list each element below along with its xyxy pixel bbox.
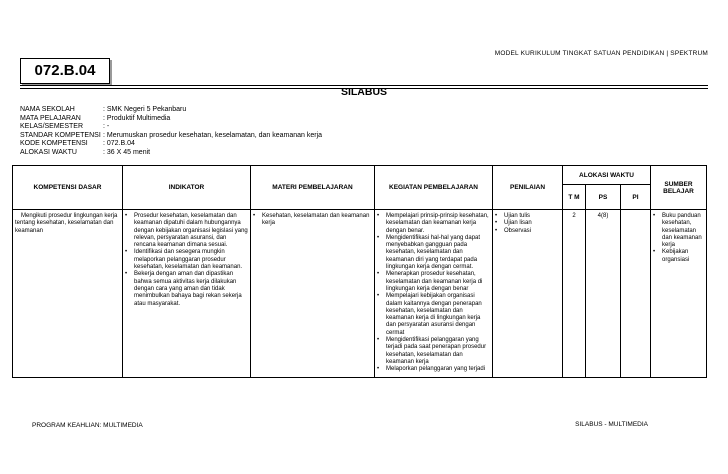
document-header-caption: MODEL KURIKULUM TINGKAT SATUAN PENDIDIKAN | SPEKTRUM xyxy=(494,50,708,57)
list-item: • Ujian tulis xyxy=(495,213,560,220)
footer-program: PROGRAM KEAHLIAN: MULTIMEDIA xyxy=(32,422,143,429)
header-materi: MATERI PEMBELAJARAN xyxy=(251,166,375,210)
list-item: • Observasi xyxy=(495,228,560,235)
info-row xyxy=(20,115,322,124)
list-item: • Prosedur kesehatan, keselamatan dan keamanan dipatuhi dalam hubungannya dengan kebijakan organisasi legislasi yang relevan, persyaratan asuransi, dan rencana keamanan dimana sesuai. xyxy=(125,213,248,249)
info-label: MATA PELAJARAN xyxy=(20,114,81,122)
syllabus-table xyxy=(12,165,707,378)
info-label: KODE KOMPETENSI xyxy=(20,140,88,147)
footer-document-name: SILABUS - MULTIMEDIA xyxy=(575,421,648,428)
info-row xyxy=(20,106,322,115)
info-value: : SMK Negeri 5 Pekanbaru xyxy=(103,106,187,113)
info-row xyxy=(20,149,322,158)
cell-penilaian xyxy=(493,210,563,378)
list-item: • Ujian lisan xyxy=(495,220,560,227)
info-value: : Produktif Multimedia xyxy=(103,114,171,122)
info-row xyxy=(20,132,322,141)
list-item: • Melaporkan pelanggaran yang terjadi xyxy=(377,366,490,373)
info-label: ALOKASI WAKTU xyxy=(20,148,77,156)
info-value: : 36 X 45 menit xyxy=(103,148,151,156)
header-indikator: INDIKATOR xyxy=(123,166,251,210)
identity-block xyxy=(20,106,322,157)
list-item: • Mempelajari prinsip-prinsip kesehatan, keselamatan dan keamanan kerja dengan benar. xyxy=(377,213,490,235)
cell-kompetensi-dasar: Mengikuti prosedur lingkungan kerja tentang kesehatan, keselamatan dan keamanan xyxy=(13,210,123,378)
list-item: • Mengidentifikasi pelanggaran yang terjadi pada saat penerapan prosedur kesehatan, keselamatan dan keamanan kerja xyxy=(377,337,490,366)
list-item: • Mempelajari kebijakan organisasi dalam kaitannya dengan penerapan kesehatan, keselamatan dan keamanan kerja di lingkungan kerja dan persyaratan asuransi dengan cermat xyxy=(377,293,490,337)
info-label: STANDAR KOMPETENSI xyxy=(20,131,101,139)
header-kompetensi-dasar: KOMPETENSI DASAR xyxy=(13,166,123,210)
list-item: • Bekerja dengan aman dan dipastikan bahwa semua aktivitas kerja dilakukan dengan cara yang aman dan tidak menimbulkan bahaya bagi rekan sekerja atau masyarakat. xyxy=(125,271,248,307)
cell-ps: 4(8) xyxy=(586,210,621,378)
info-label: NAMA SEKOLAH xyxy=(20,106,75,113)
info-row xyxy=(20,123,322,132)
header-ps: PS xyxy=(586,185,621,210)
cell-indikator xyxy=(123,210,251,378)
info-row xyxy=(20,140,322,149)
cell-tm: 2 xyxy=(563,210,586,378)
list-item: • Buku panduan kesehatan, keselamatan dan keamanan kerja xyxy=(653,213,704,249)
header-penilaian: PENILAIAN xyxy=(493,166,563,210)
header-pi: PI xyxy=(621,185,651,210)
list-item: • Menerapkan prosedur kesehatan, keselamatan dan keamanan kerja di lingkungan kerja dengan benar xyxy=(377,271,490,293)
info-value: : Merumuskan prosedur kesehatan, keselamatan, dan keamanan kerja xyxy=(103,131,323,139)
cell-materi xyxy=(251,210,375,378)
list-item: • Kesehatan, keselamatan dan keamanan kerja xyxy=(253,213,372,228)
list-item: • Identifikasi dan sesegera mungkin melaporkan pelanggaran prosedur kesehatan, keselamatan dan keamanan. xyxy=(125,249,248,271)
page-title: SILABUS xyxy=(340,86,388,98)
cell-kegiatan xyxy=(375,210,493,378)
header-kegiatan: KEGIATAN PEMBELAJARAN xyxy=(375,166,493,210)
list-item: • Kebijakan organsiasi xyxy=(653,249,704,264)
competency-code-box: 072.B.04 xyxy=(20,58,110,84)
header-alokasi-waktu: ALOKASI WAKTU xyxy=(563,166,651,185)
header-tm: T M xyxy=(563,185,586,210)
info-label: KELAS/SEMESTER xyxy=(20,123,84,130)
list-item: • Mengidentifikasi hal-hal yang dapat menyebabkan gangguan pada kesehatan, keselamatan dan keamanan diri yang terdapat pada lingkungan kerja dengan cermat. xyxy=(377,235,490,271)
cell-pi xyxy=(621,210,651,378)
info-value: : - xyxy=(103,123,110,130)
info-value: : 072.B.04 xyxy=(103,140,135,147)
header-sumber-belajar: SUMBER BELAJAR xyxy=(651,166,707,210)
cell-sumber-belajar xyxy=(651,210,707,378)
